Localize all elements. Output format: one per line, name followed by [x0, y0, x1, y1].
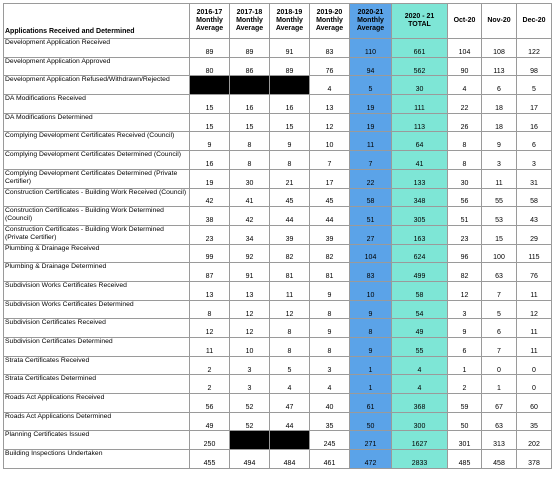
table-cell: 17 [310, 169, 350, 188]
table-cell: 91 [270, 39, 310, 58]
table-row [4, 95, 552, 114]
col-2020-21-total: 2020 - 21 TOTAL [392, 4, 448, 39]
table-cell: 2833 [392, 450, 448, 469]
table-row [4, 356, 552, 375]
table-cell: 484 [270, 450, 310, 469]
table-cell: 27 [350, 225, 392, 244]
table-cell: 3 [517, 151, 552, 170]
table-cell: 15 [230, 113, 270, 132]
table-cell: 494 [230, 450, 270, 469]
row-label: Roads Act Applications Received [4, 394, 190, 413]
table-cell: 89 [230, 39, 270, 58]
applications-table [3, 3, 552, 469]
table-cell: 87 [190, 263, 230, 282]
table-cell: 39 [270, 225, 310, 244]
row-label: Roads Act Applications Determined [4, 412, 190, 431]
table-cell: 8 [270, 151, 310, 170]
table-cell: 313 [482, 431, 517, 450]
table-row [4, 132, 552, 151]
table-cell: 82 [270, 244, 310, 263]
table-cell: 8 [190, 300, 230, 319]
table-cell: 19 [350, 113, 392, 132]
table-row [4, 151, 552, 170]
table-cell: 30 [230, 169, 270, 188]
table-cell: 1 [350, 375, 392, 394]
table-cell: 34 [230, 225, 270, 244]
table-cell: 472 [350, 450, 392, 469]
table-cell: 83 [310, 39, 350, 58]
table-cell: 76 [310, 57, 350, 76]
table-cell: 15 [270, 113, 310, 132]
table-cell: 12 [230, 319, 270, 338]
table-cell: 461 [310, 450, 350, 469]
row-label: Development Application Received [4, 39, 190, 58]
table-cell: 13 [310, 95, 350, 114]
table-row [4, 263, 552, 282]
table-cell: 6 [482, 76, 517, 95]
table-cell: 300 [392, 412, 448, 431]
table-cell: 67 [482, 394, 517, 413]
table-row [4, 319, 552, 338]
table-row [4, 300, 552, 319]
table-cell: 59 [448, 394, 482, 413]
table-cell: 11 [517, 281, 552, 300]
table-cell: 9 [350, 300, 392, 319]
row-label: Subdivision Certificates Received [4, 319, 190, 338]
table-cell: 0 [482, 356, 517, 375]
row-label: Subdivision Certificates Determined [4, 338, 190, 357]
table-cell: 89 [270, 57, 310, 76]
table-cell: 113 [482, 57, 517, 76]
table-cell: 3 [310, 356, 350, 375]
table-cell: 30 [392, 76, 448, 95]
table-cell: 305 [392, 207, 448, 226]
table-cell: 15 [482, 225, 517, 244]
table-cell: 58 [517, 188, 552, 207]
table-cell: 301 [448, 431, 482, 450]
table-cell: 458 [482, 450, 517, 469]
table-cell: 47 [270, 394, 310, 413]
table-cell: 9 [310, 281, 350, 300]
table-cell: 44 [270, 207, 310, 226]
table-cell: 63 [482, 263, 517, 282]
table-cell: 378 [517, 450, 552, 469]
table-cell: 4 [310, 375, 350, 394]
table-cell: 16 [190, 151, 230, 170]
table-cell: 99 [190, 244, 230, 263]
row-label: Subdivision Works Certificates Received [4, 281, 190, 300]
table-cell: 94 [350, 57, 392, 76]
table-cell: 31 [517, 169, 552, 188]
table-cell: 58 [392, 281, 448, 300]
table-cell: 4 [392, 375, 448, 394]
table-cell: 2 [190, 356, 230, 375]
table-cell: 13 [190, 281, 230, 300]
table-row [4, 207, 552, 226]
table-cell: 49 [392, 319, 448, 338]
table-cell: 52 [230, 394, 270, 413]
row-label: Plumbing & Drainage Determined [4, 263, 190, 282]
table-row [4, 188, 552, 207]
table-cell: 5 [350, 76, 392, 95]
table-cell: 58 [350, 188, 392, 207]
row-label: Planning Certificates Issued [4, 431, 190, 450]
table-cell: 1 [350, 356, 392, 375]
table-cell: 90 [448, 57, 482, 76]
table-cell: 110 [350, 39, 392, 58]
table-cell: 4 [270, 375, 310, 394]
table-row [4, 412, 552, 431]
table-cell: 115 [517, 244, 552, 263]
table-cell: 9 [482, 132, 517, 151]
table-row [4, 431, 552, 450]
table-cell: 38 [190, 207, 230, 226]
table-cell: 41 [392, 151, 448, 170]
table-cell: 12 [448, 281, 482, 300]
table-cell: 104 [448, 39, 482, 58]
table-row [4, 169, 552, 188]
table-cell: 83 [350, 263, 392, 282]
table-cell: 133 [392, 169, 448, 188]
table-cell: 11 [350, 132, 392, 151]
table-cell: 8 [270, 319, 310, 338]
table-cell: 8 [310, 338, 350, 357]
table-cell: 8 [448, 132, 482, 151]
table-cell: 348 [392, 188, 448, 207]
table-cell: 11 [270, 281, 310, 300]
table-cell: 44 [270, 412, 310, 431]
table-cell: 42 [230, 207, 270, 226]
table-cell: 55 [392, 338, 448, 357]
table-cell: 8 [310, 300, 350, 319]
table-cell: 9 [310, 319, 350, 338]
table-row [4, 39, 552, 58]
table-cell: 96 [448, 244, 482, 263]
table-cell: 23 [190, 225, 230, 244]
table-cell: 5 [270, 356, 310, 375]
table-cell: 2 [190, 375, 230, 394]
table-cell: 10 [230, 338, 270, 357]
redacted-cell [270, 76, 310, 95]
table-cell: 45 [310, 188, 350, 207]
table-cell: 8 [270, 338, 310, 357]
table-cell: 368 [392, 394, 448, 413]
table-row [4, 394, 552, 413]
table-cell: 43 [517, 207, 552, 226]
table-cell: 499 [392, 263, 448, 282]
table-cell: 56 [190, 394, 230, 413]
table-cell: 202 [517, 431, 552, 450]
header-label: Applications Received and Determined [4, 4, 190, 39]
table-cell: 9 [190, 132, 230, 151]
table-cell: 35 [310, 412, 350, 431]
table-cell: 5 [517, 76, 552, 95]
table-cell: 40 [310, 394, 350, 413]
table-cell: 10 [310, 132, 350, 151]
table-cell: 11 [190, 338, 230, 357]
table-cell: 39 [310, 225, 350, 244]
table-cell: 122 [517, 39, 552, 58]
table-cell: 51 [350, 207, 392, 226]
table-cell: 11 [517, 338, 552, 357]
table-cell: 17 [517, 95, 552, 114]
table-cell: 8 [448, 151, 482, 170]
table-cell: 23 [448, 225, 482, 244]
row-label: DA Modifications Received [4, 95, 190, 114]
table-cell: 45 [270, 188, 310, 207]
table-cell: 12 [310, 113, 350, 132]
table-cell: 82 [310, 244, 350, 263]
table-row [4, 375, 552, 394]
table-cell: 562 [392, 57, 448, 76]
table-cell: 7 [310, 151, 350, 170]
table-cell: 0 [517, 375, 552, 394]
table-cell: 8 [350, 319, 392, 338]
table-cell: 1 [448, 356, 482, 375]
redacted-cell [230, 431, 270, 450]
col-dec-20: Dec-20 [517, 4, 552, 39]
table-cell: 91 [230, 263, 270, 282]
col-nov-20: Nov-20 [482, 4, 517, 39]
col-2019-20: 2019-20 Monthly Average [310, 4, 350, 39]
table-cell: 104 [350, 244, 392, 263]
table-cell: 92 [230, 244, 270, 263]
table-cell: 18 [482, 113, 517, 132]
row-label: Strata Certificates Received [4, 356, 190, 375]
table-cell: 100 [482, 244, 517, 263]
table-cell: 485 [448, 450, 482, 469]
table-cell: 111 [392, 95, 448, 114]
table-cell: 60 [517, 394, 552, 413]
table-cell: 9 [350, 338, 392, 357]
row-label: Building Inspections Undertaken [4, 450, 190, 469]
table-cell: 82 [448, 263, 482, 282]
table-cell: 11 [482, 169, 517, 188]
table-cell: 6 [517, 132, 552, 151]
table-cell: 50 [350, 412, 392, 431]
row-label: Complying Development Certificates Determined (Council) [4, 151, 190, 170]
table-cell: 3 [448, 300, 482, 319]
table-row [4, 76, 552, 95]
table-cell: 21 [270, 169, 310, 188]
col-oct-20: Oct-20 [448, 4, 482, 39]
table-row [4, 281, 552, 300]
table-cell: 3 [482, 151, 517, 170]
table-cell: 89 [190, 39, 230, 58]
col-2017-18: 2017-18 Monthly Average [230, 4, 270, 39]
row-label: Development Application Refused/Withdrawn/Rejected [4, 76, 190, 95]
row-label: Plumbing & Drainage Received [4, 244, 190, 263]
table-cell: 81 [270, 263, 310, 282]
table-cell: 13 [230, 281, 270, 300]
row-label: DA Modifications Determined [4, 113, 190, 132]
table-cell: 63 [482, 412, 517, 431]
table-cell: 10 [350, 281, 392, 300]
table-cell: 12 [190, 319, 230, 338]
table-cell: 113 [392, 113, 448, 132]
table-cell: 12 [517, 300, 552, 319]
redacted-cell [190, 76, 230, 95]
table-cell: 64 [392, 132, 448, 151]
table-cell: 44 [310, 207, 350, 226]
table-cell: 19 [190, 169, 230, 188]
table-cell: 19 [350, 95, 392, 114]
table-cell: 6 [482, 319, 517, 338]
table-cell: 661 [392, 39, 448, 58]
table-cell: 54 [392, 300, 448, 319]
table-cell: 52 [230, 412, 270, 431]
redacted-cell [230, 76, 270, 95]
table-cell: 81 [310, 263, 350, 282]
table-cell: 98 [517, 57, 552, 76]
table-cell: 56 [448, 188, 482, 207]
row-label: Complying Development Certificates Determined (Private Certifier) [4, 169, 190, 188]
table-cell: 18 [482, 95, 517, 114]
table-cell: 29 [517, 225, 552, 244]
table-row [4, 244, 552, 263]
table-cell: 22 [448, 95, 482, 114]
table-cell: 16 [230, 95, 270, 114]
table-cell: 7 [350, 151, 392, 170]
table-cell: 0 [517, 356, 552, 375]
table-cell: 15 [190, 113, 230, 132]
table-cell: 624 [392, 244, 448, 263]
row-label: Subdivision Works Certificates Determined [4, 300, 190, 319]
table-cell: 16 [270, 95, 310, 114]
table-cell: 35 [517, 412, 552, 431]
table-cell: 4 [392, 356, 448, 375]
table-cell: 455 [190, 450, 230, 469]
table-row [4, 338, 552, 357]
table-cell: 5 [482, 300, 517, 319]
table-cell: 7 [482, 338, 517, 357]
table-cell: 49 [190, 412, 230, 431]
table-cell: 9 [448, 319, 482, 338]
table-cell: 1627 [392, 431, 448, 450]
table-cell: 50 [448, 412, 482, 431]
table-cell: 80 [190, 57, 230, 76]
table-cell: 22 [350, 169, 392, 188]
table-body [4, 39, 552, 469]
table-cell: 76 [517, 263, 552, 282]
row-label: Development Application Approved [4, 57, 190, 76]
table-cell: 30 [448, 169, 482, 188]
table-cell: 53 [482, 207, 517, 226]
table-cell: 3 [230, 375, 270, 394]
row-label: Complying Development Certificates Received (Council) [4, 132, 190, 151]
table-cell: 245 [310, 431, 350, 450]
row-label: Construction Certificates - Building Work Determined (Private Certifier) [4, 225, 190, 244]
table-cell: 4 [310, 76, 350, 95]
table-cell: 4 [448, 76, 482, 95]
col-2018-19: 2018-19 Monthly Average [270, 4, 310, 39]
table-cell: 11 [517, 319, 552, 338]
table-cell: 51 [448, 207, 482, 226]
table-cell: 55 [482, 188, 517, 207]
table-cell: 61 [350, 394, 392, 413]
row-label: Construction Certificates - Building Work Determined (Council) [4, 207, 190, 226]
table-cell: 3 [230, 356, 270, 375]
table-cell: 8 [230, 132, 270, 151]
table-cell: 9 [270, 132, 310, 151]
table-cell: 8 [230, 151, 270, 170]
table-cell: 86 [230, 57, 270, 76]
table-cell: 250 [190, 431, 230, 450]
table-cell: 6 [448, 338, 482, 357]
row-label: Construction Certificates - Building Work Received (Council) [4, 188, 190, 207]
table-cell: 7 [482, 281, 517, 300]
table-row [4, 450, 552, 469]
table-cell: 15 [190, 95, 230, 114]
redacted-cell [270, 431, 310, 450]
table-row [4, 113, 552, 132]
header-row [4, 4, 552, 39]
table-cell: 26 [448, 113, 482, 132]
table-cell: 163 [392, 225, 448, 244]
table-cell: 108 [482, 39, 517, 58]
table-cell: 42 [190, 188, 230, 207]
table-cell: 1 [482, 375, 517, 394]
table-cell: 271 [350, 431, 392, 450]
table-row [4, 57, 552, 76]
table-cell: 12 [270, 300, 310, 319]
col-2016-17: 2016-17 Monthly Average [190, 4, 230, 39]
table-cell: 12 [230, 300, 270, 319]
col-2020-21-avg: 2020-21 Monthly Average [350, 4, 392, 39]
table-row [4, 225, 552, 244]
table-cell: 16 [517, 113, 552, 132]
row-label: Strata Certificates Determined [4, 375, 190, 394]
table-cell: 2 [448, 375, 482, 394]
table-cell: 41 [230, 188, 270, 207]
